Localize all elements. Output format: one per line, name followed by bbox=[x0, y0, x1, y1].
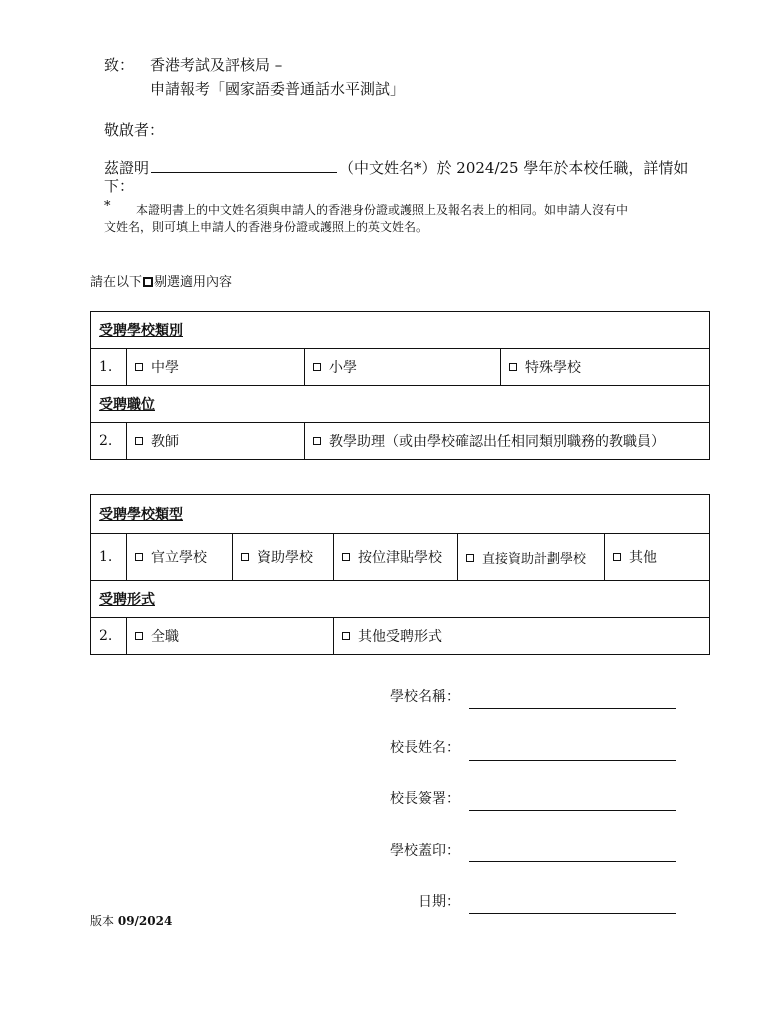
checkbox-icon[interactable] bbox=[313, 363, 321, 371]
footnote-line-1: 本證明書上的中文姓名須與申請人的香港身份證或護照上及報名表上的相同。如申請人沒有中 bbox=[136, 203, 629, 217]
name-blank-line bbox=[151, 158, 337, 173]
option-caput-school[interactable]: 按位津貼學校 bbox=[334, 534, 458, 581]
instruction bbox=[90, 275, 232, 291]
certify-suffix: （中文姓名*）於 2024/25 學年於本校任職，詳情如 bbox=[339, 159, 689, 177]
checkbox-icon[interactable] bbox=[135, 437, 143, 445]
to-label: 致： bbox=[104, 56, 135, 74]
footnote-mark: * bbox=[104, 199, 111, 214]
checkbox-icon[interactable] bbox=[241, 553, 249, 561]
checkbox-icon[interactable] bbox=[135, 553, 143, 561]
principal-name-label: 校長姓名： bbox=[390, 740, 460, 756]
section-title-employment-mode: 受聘形式 bbox=[91, 581, 710, 618]
option-teaching-assistant[interactable]: 教學助理（或由學校確認出任相同類別職務的教職員） bbox=[305, 423, 710, 460]
principal-name-line[interactable] bbox=[469, 760, 676, 761]
school-name-label: 學校名稱： bbox=[390, 689, 460, 705]
version-value: 09/2024 bbox=[117, 914, 173, 928]
certify-line-2: 下： bbox=[104, 177, 135, 195]
principal-signature-line[interactable] bbox=[469, 810, 676, 811]
checkbox-icon[interactable] bbox=[509, 363, 517, 371]
option-other-employment[interactable]: 其他受聘形式 bbox=[334, 618, 710, 655]
school-name-line[interactable] bbox=[469, 708, 676, 709]
checkbox-icon[interactable] bbox=[466, 554, 474, 562]
employment-category-table bbox=[90, 311, 710, 460]
checkbox-icon[interactable] bbox=[135, 363, 143, 371]
footnote-line-2: 文姓名，則可填上申請人的香港身份證或護照上的英文姓名。 bbox=[104, 220, 429, 234]
principal-signature-label: 校長簽署： bbox=[390, 791, 460, 807]
option-aided-school[interactable]: 資助學校 bbox=[233, 534, 334, 581]
row-number: 2. bbox=[91, 618, 127, 655]
greeting: 敬啟者： bbox=[104, 121, 165, 139]
school-chop-label: 學校蓋印： bbox=[390, 843, 460, 859]
option-government-school[interactable]: 官立學校 bbox=[127, 534, 233, 581]
checkbox-icon[interactable] bbox=[313, 437, 321, 445]
date-line[interactable] bbox=[469, 913, 676, 914]
option-full-time[interactable]: 全職 bbox=[127, 618, 334, 655]
row-number: 1. bbox=[91, 534, 127, 581]
option-primary-school[interactable]: 小學 bbox=[305, 349, 501, 386]
option-teacher[interactable]: 教師 bbox=[127, 423, 305, 460]
section-title-school-category: 受聘學校類別 bbox=[91, 312, 710, 349]
school-type-table bbox=[90, 494, 710, 655]
recipient: 香港考試及評核局 – bbox=[150, 56, 283, 74]
section-title-position: 受聘職位 bbox=[91, 386, 710, 423]
instruction-after: 剔選適用內容 bbox=[154, 275, 233, 290]
subject-line: 申請報考「國家語委普通話水平測試」 bbox=[150, 80, 406, 98]
checkbox-icon[interactable] bbox=[135, 632, 143, 640]
checkbox-icon[interactable] bbox=[613, 553, 621, 561]
checkbox-icon[interactable] bbox=[342, 553, 350, 561]
certify-line bbox=[104, 158, 688, 177]
certify-prefix: 茲證明 bbox=[104, 159, 150, 177]
date-label: 日期： bbox=[418, 894, 460, 910]
section-title-school-type: 受聘學校類型 bbox=[91, 495, 710, 534]
option-other-school[interactable]: 其他 bbox=[605, 534, 710, 581]
option-dss-school[interactable]: 直接資助計劃學校 bbox=[458, 534, 605, 581]
instruction-before: 請在以下 bbox=[90, 275, 143, 290]
version-label bbox=[90, 914, 172, 929]
option-special-school[interactable]: 特殊學校 bbox=[501, 349, 710, 386]
checkbox-icon bbox=[143, 277, 153, 287]
row-number: 2. bbox=[91, 423, 127, 460]
checkbox-icon[interactable] bbox=[342, 632, 350, 640]
option-secondary-school[interactable]: 中學 bbox=[127, 349, 305, 386]
school-chop-line[interactable] bbox=[469, 861, 676, 862]
version-prefix: 版本 bbox=[90, 914, 115, 928]
row-number: 1. bbox=[91, 349, 127, 386]
